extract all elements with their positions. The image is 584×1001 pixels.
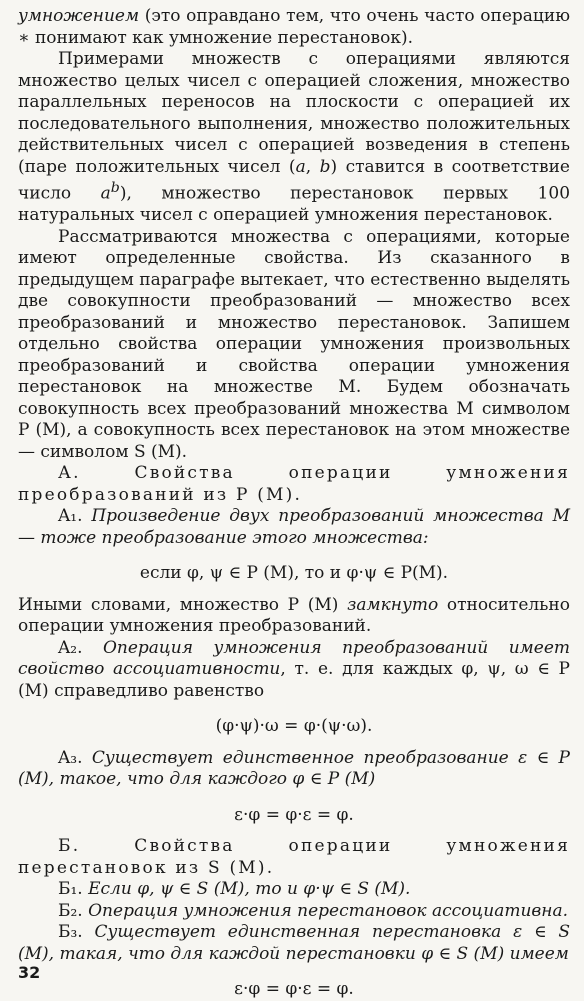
paragraph-3 (18, 595, 570, 638)
paragraph-text: ) ставится в соответствие число (18, 156, 570, 204)
property-a3 (18, 748, 570, 791)
power-exponent: b (110, 180, 120, 196)
property-label: A₂. (58, 637, 103, 658)
paragraph-0 (18, 6, 570, 49)
formula-3: ε·φ = φ·ε = φ. (234, 804, 354, 825)
section-heading-a: А. Свойства операции умножения преобразований из P (M). (18, 463, 570, 505)
italic-term: умножением (18, 6, 140, 26)
section-heading-b: Б. Свойства операции умножения перестановок из S (M). (18, 836, 570, 878)
var-a: a (295, 156, 306, 177)
paragraph-text: Иными словами, множество P (M) (18, 594, 348, 615)
property-b1 (18, 879, 570, 901)
var-b: b (319, 156, 331, 177)
italic-term: замкнуто (347, 594, 439, 615)
property-label: Б₃. (58, 922, 95, 943)
formula-4: ε·φ = φ·ε = φ. (234, 979, 354, 1000)
paragraph-text: , т. е. для каждых φ, ψ, ω ∈ P (M) справедливо равенство (18, 659, 570, 701)
paragraph-text: (это оправдано тем, что очень часто операцию ∗ понимают как умножение перестановок). (18, 6, 570, 48)
formula-1: если φ, ψ ∈ P (M), то и φ·ψ ∈ P(M). (139, 563, 449, 584)
comma: , (305, 156, 320, 177)
property-text: Существует единственная перестановка ε ∈ S (M), такая, что для каждой перестановки φ ∈ S (M) имеем (18, 922, 570, 964)
paragraph-text: относительно операции умножения преобразований. (18, 594, 570, 637)
paragraph-2: Рассматриваются множества с операциями, которые имеют определенные свойства. Из сказанного в предыдущем параграфе вытекает, что естественно выделять две совокупности преобразований — множество всех преобразований и множество перестановок. Запишем отдельно свойства операции умножения произвольных преобразований и свойства операции умножения перестановок на множестве M. Будем обозначать совокупность всех преобразований множества M символом P (M), а совокупность всех перестановок на этом множестве — символом S (M). (18, 226, 571, 462)
power-base: a (100, 183, 111, 204)
property-text: Существует единственное преобразование ε ∈ P (M), такое, что для каждого φ ∈ P (M) (18, 747, 570, 790)
property-label: A₁. (58, 506, 92, 527)
paragraph-1 (18, 49, 570, 227)
property-text: Если φ, ψ ∈ S (M), то и φ·ψ ∈ S (M). (88, 879, 411, 900)
property-label: Б₁. (58, 879, 89, 900)
property-text: Произведение двух преобразований множества M — тоже преобразование этого множества: (18, 506, 570, 548)
paragraph-text: ), множество перестановок первых 100 натуральных чисел с операцией умножения перестановок. (18, 183, 571, 226)
formula-2: (φ·ψ)·ω = φ·(ψ·ω). (215, 716, 373, 737)
property-text: Операция умножения преобразований имеет свойство ассоциативности (18, 637, 570, 680)
property-label: Б₂. (58, 900, 89, 921)
page-number: 32 (18, 963, 41, 982)
property-a1 (18, 506, 570, 549)
property-b2 (18, 901, 570, 923)
property-text: Операция умножения перестановок ассоциативна. (88, 900, 569, 921)
property-a2 (18, 638, 570, 703)
property-b3 (18, 922, 570, 965)
paragraph-text: Примерами множеств с операциями являются множество целых чисел с операцией сложения, множество параллельных переносов на плоскости с операцией их последовательного выполнения, множество положительных действительных чисел с операцией возведения в степень (паре положительных чисел ( (18, 49, 570, 177)
property-label: A₃. (58, 747, 92, 768)
